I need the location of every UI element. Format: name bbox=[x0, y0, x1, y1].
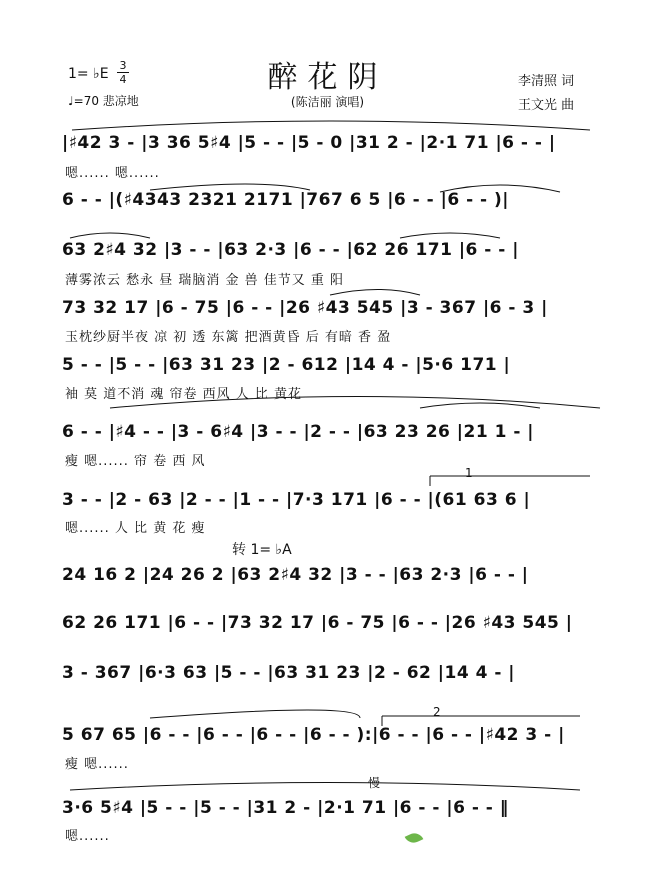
slur bbox=[420, 403, 540, 408]
singer-credit: (陈洁丽 演唱) bbox=[290, 95, 365, 109]
volta-first-label: 1 bbox=[465, 466, 473, 480]
slur bbox=[70, 233, 150, 238]
lyricist-credit: 李清照 词 bbox=[518, 74, 575, 89]
lyric-line-6: 瘦 嗯...... 帘 卷 西 风 bbox=[65, 454, 206, 469]
tempo-mark: ♩=70 悲凉地 bbox=[68, 94, 139, 108]
score-line-1: |♯42 3 - |3 36 5♯4 |5 - - |5 - 0 |31 2 - |2·1 71 |6 - - | bbox=[62, 133, 556, 153]
lyric-line-1: 嗯...... 嗯...... bbox=[65, 166, 160, 181]
tempo-change-mark: 慢 bbox=[368, 776, 381, 790]
score-line-10: 3 - 367 |6·3 63 |5 - - |63 31 23 |2 - 62 |14 4 - | bbox=[62, 663, 516, 683]
composer-credit: 王文光 曲 bbox=[518, 98, 575, 113]
lyric-line-7: 嗯...... 人 比 黄 花 瘦 bbox=[65, 521, 206, 536]
slur bbox=[400, 233, 500, 238]
lyric-line-3: 薄雾浓云 愁永 昼 瑞脑消 金 兽 佳节又 重 阳 bbox=[65, 273, 345, 288]
score-line-8: 24 16 2 |24 26 2 |63 2♯4 32 |3 - - |63 2·3 |6 - - | bbox=[62, 565, 529, 585]
score-line-7: 3 - - |2 - 63 |2 - - |1 - - |7·3 171 |6 - - |(61 63 6 | bbox=[62, 490, 531, 510]
score-line-2: 6 - - |(♯4343 2321 2171 |767 6 5 |6 - - |6 - - )| bbox=[62, 190, 509, 210]
score-line-6: 6 - - |♯4 - - |3 - 6♯4 |3 - - |2 - - |63 23 26 |21 1 - | bbox=[62, 422, 535, 442]
score-line-5: 5 - - |5 - - |63 31 23 |2 - 612 |14 4 - |5·6 171 | bbox=[62, 355, 511, 375]
lyric-line-5: 袖 莫 道不消 魂 帘卷 西风 人 比 黄花 bbox=[65, 387, 303, 402]
lyric-line-12: 嗯...... bbox=[65, 829, 110, 844]
score-line-3: 63 2♯4 32 |3 - - |63 2·3 |6 - - |62 26 171 |6 - - | bbox=[62, 240, 519, 260]
lyric-line-4: 玉枕纱厨半夜 凉 初 透 东篱 把酒黄昏 后 有暗 香 盈 bbox=[65, 330, 392, 345]
slur bbox=[72, 121, 590, 130]
slur bbox=[70, 783, 580, 791]
score-line-11: 5 67 65 |6 - - |6 - - |6 - - |6 - - ):|6 - - |6 - - |♯42 3 - | bbox=[62, 725, 565, 745]
score-line-4: 73 32 17 |6 - 75 |6 - - |26 ♯43 545 |3 - 367 |6 - 3 | bbox=[62, 298, 548, 318]
score-line-9: 62 26 171 |6 - - |73 32 17 |6 - 75 |6 - - |26 ♯43 545 | bbox=[62, 613, 573, 633]
key-signature: 1= ♭E bbox=[68, 66, 109, 82]
time-top: 3 bbox=[119, 59, 127, 72]
slur bbox=[330, 290, 420, 296]
lyric-line-11: 瘦 嗯...... bbox=[65, 757, 129, 772]
song-title: 醉花阴 bbox=[267, 60, 388, 95]
key-change-mark: 转 1= ♭A bbox=[232, 542, 292, 558]
time-bottom: 4 bbox=[119, 73, 127, 86]
slur bbox=[150, 710, 360, 718]
score-line-12: 3·6 5♯4 |5 - - |5 - - |31 2 - |2·1 71 |6 - - |6 - - ‖ bbox=[62, 798, 509, 818]
volta-second-label: 2 bbox=[433, 705, 441, 719]
